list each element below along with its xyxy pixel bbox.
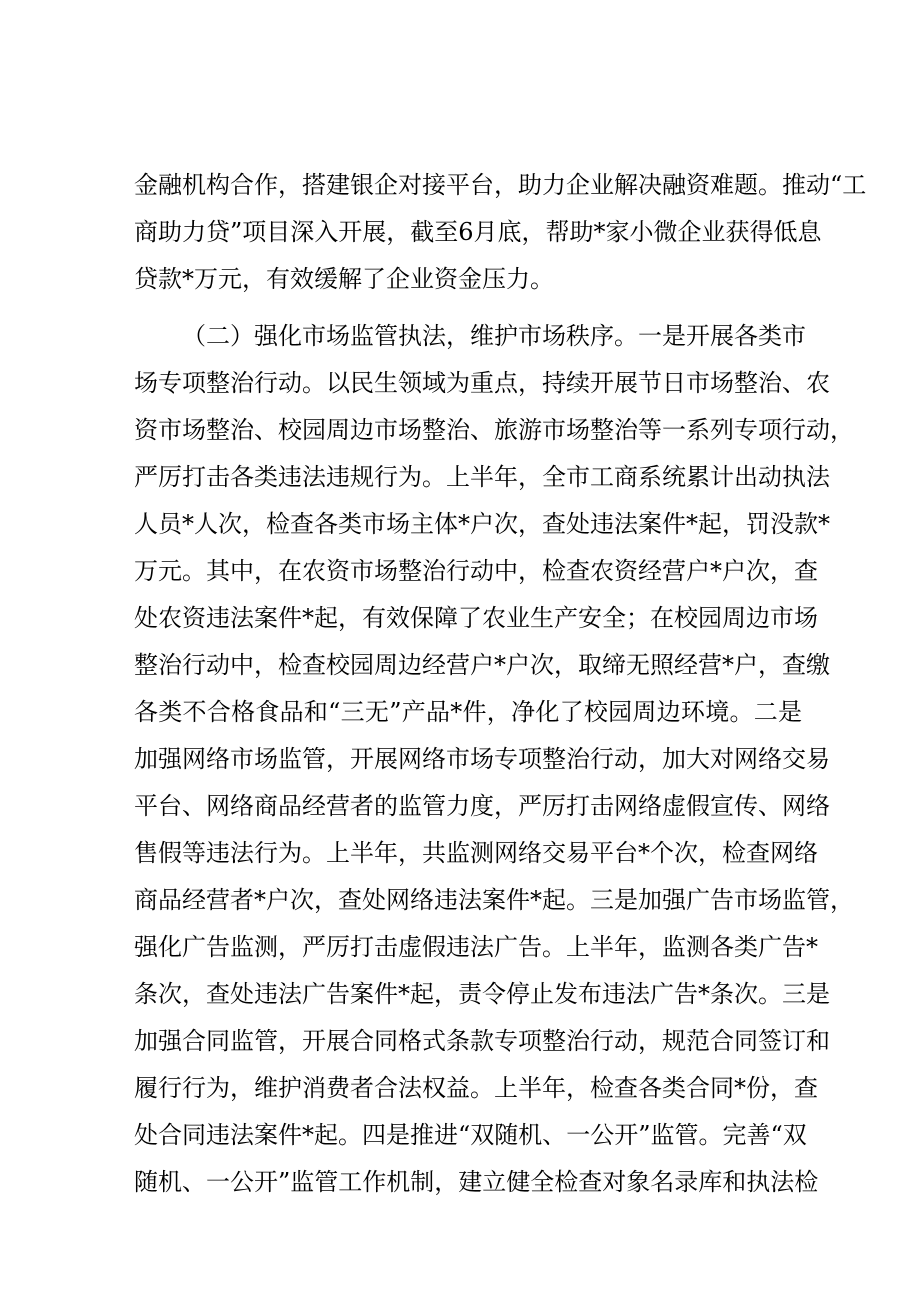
- paragraph-line: 平台、网络商品经营者的监管力度，严厉打击网络虚假宣传、网络: [134, 792, 830, 820]
- paragraph-line: 条次，查处违法广告案件*起，责令停止发布违法广告*条次。三是: [134, 980, 830, 1008]
- paragraph-line: 商助力贷”项目深入开展，截至6月底，帮助*家小微企业获得低息: [134, 218, 822, 246]
- paragraph-line: 贷款*万元，有效缓解了企业资金压力。: [134, 265, 554, 293]
- paragraph-line: 随机、一公开”监管工作机制，建立健全检查对象名录库和执法检: [134, 1168, 819, 1196]
- paragraph-line: 场专项整治行动。以民生领域为重点，持续开展节日市场整治、农: [134, 369, 830, 397]
- paragraph-line: 各类不合格食品和“三无”产品*件，净化了校园周边环境。二是: [134, 698, 802, 726]
- paragraph-line: 资市场整治、校园周边市场整治、旅游市场整治等一系列专项行动，: [134, 416, 854, 444]
- paragraph-1: [134, 162, 867, 303]
- paragraph-line: 金融机构合作，搭建银企对接平台，助力企业解决融资难题。推动“工: [134, 171, 867, 199]
- paragraph-line: 处合同违法案件*起。四是推进“双随机、一公开”监管。完善“双: [134, 1121, 807, 1149]
- paragraph-line: 商品经营者*户次，查处网络违法案件*起。三是加强广告市场监管，: [134, 886, 854, 914]
- paragraph-line: 整治行动中，检查校园周边经营户*户次，取缔无照经营*户，查缴: [134, 651, 830, 679]
- paragraph-line: 履行行为，维护消费者合法权益。上半年，检查各类合同*份，查: [134, 1074, 818, 1102]
- paragraph-line: 严厉打击各类违法违规行为。上半年，全市工商系统累计出动执法: [134, 463, 830, 491]
- paragraph-line: 处农资违法案件*起，有效保障了农业生产安全；在校园周边市场: [134, 604, 818, 632]
- paragraph-spacer: [134, 303, 802, 313]
- paragraph-line: 加强合同监管，开展合同格式条款专项整治行动，规范合同签订和: [134, 1027, 830, 1055]
- paragraph-heading-line: （二）强化市场监管执法，维护市场秩序。一是开展各类市: [182, 322, 806, 350]
- paragraph-line: 售假等违法行为。上半年，共监测网络交易平台*个次，检查网络: [134, 839, 818, 867]
- paragraph-line: 人员*人次，检查各类市场主体*户次，查处违法案件*起，罚没款*: [134, 510, 830, 538]
- paragraph-2: [134, 313, 854, 1206]
- paragraph-line: 强化广告监测，严厉打击虚假违法广告。上半年，监测各类广告*: [134, 933, 818, 961]
- paragraph-line: 万元。其中，在农资市场整治行动中，检查农资经营户*户次，查: [134, 557, 818, 585]
- document-body: [134, 162, 867, 1206]
- paragraph-line: 加强网络市场监管，开展网络市场专项整治行动，加大对网络交易: [134, 745, 830, 773]
